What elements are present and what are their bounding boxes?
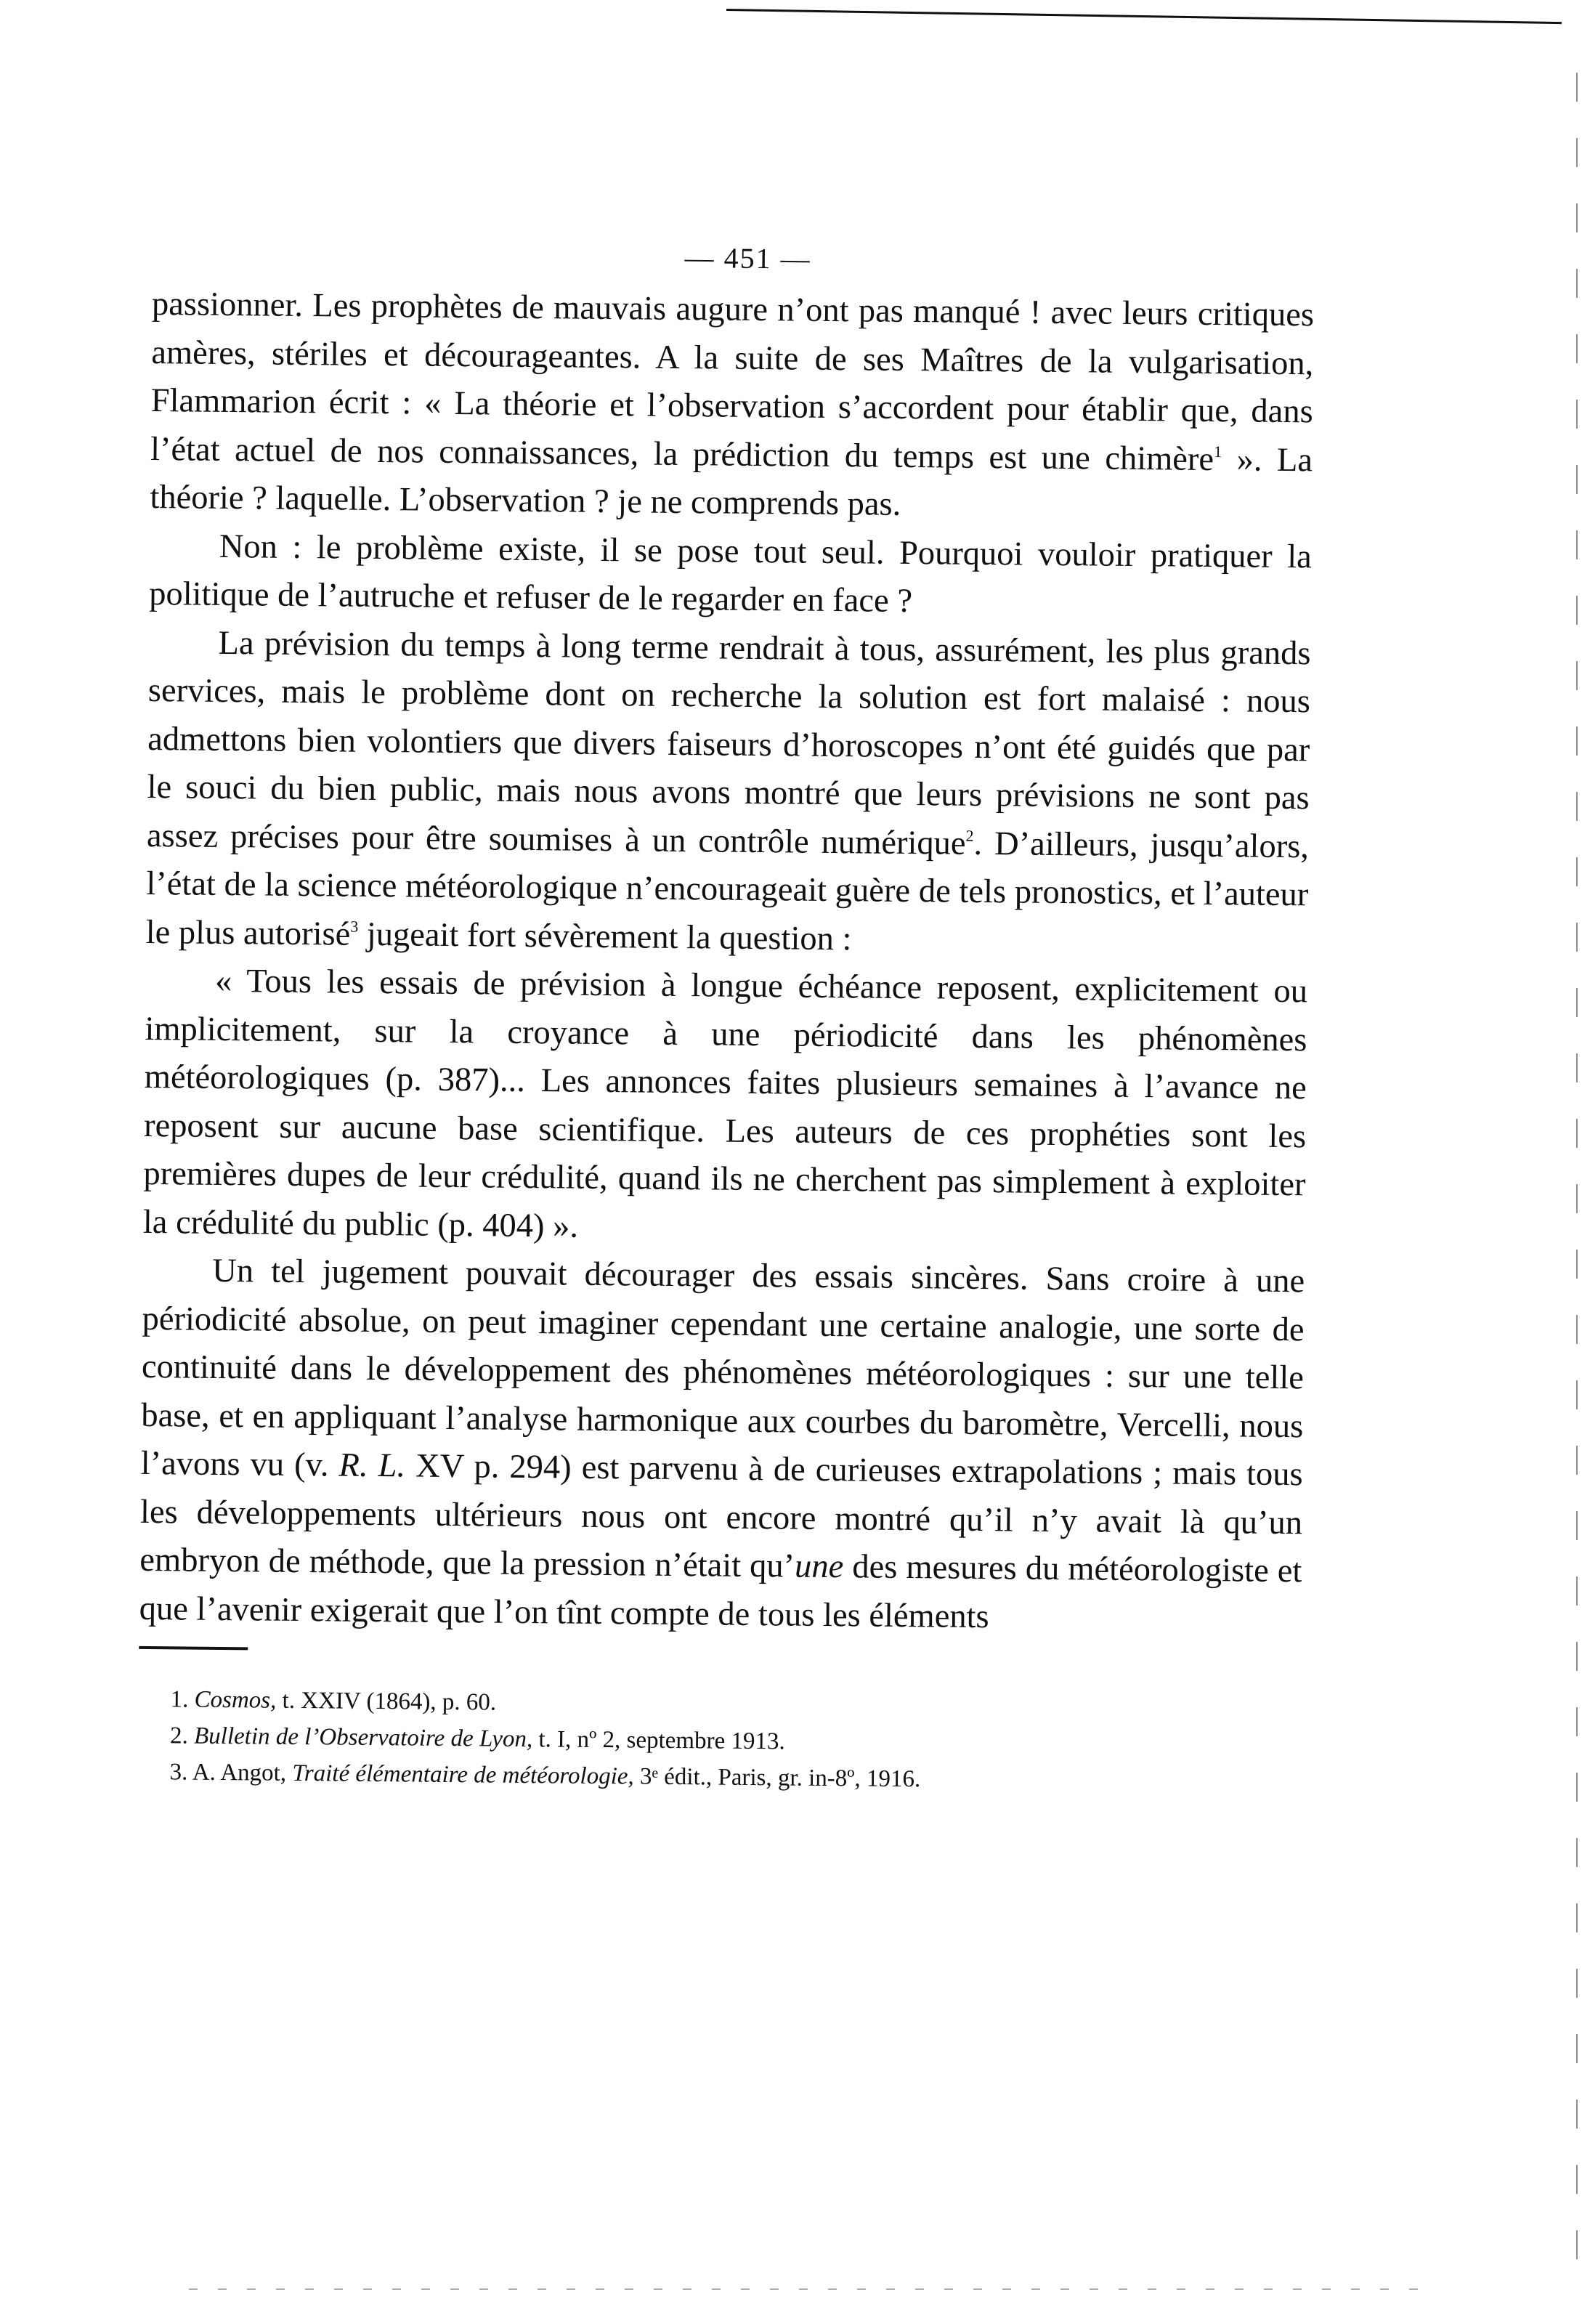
text-run: « Tous les essais de prévision à longue échéance reposent, explicitement ou implicitement, sur la croyance à une périodicité dans les phénomènes météorologiques (p. 387)... Les annonces faites plusieurs semaines à l’avance ne reposent sur aucune base scientifique. Les auteurs de ces prophéties sont les premières dupes de leur crédulité, quand ils ne cherchent pas simplement à exploiter la crédulité du public (p. 404) ». bbox=[142, 962, 1308, 1245]
scan-edge-right bbox=[1576, 73, 1578, 2288]
italic-text: Cosmos, bbox=[194, 1686, 277, 1714]
text-run: 1. bbox=[170, 1686, 195, 1713]
text-run: 2. bbox=[169, 1722, 195, 1749]
footnote-divider bbox=[139, 1646, 248, 1650]
text-run: Un tel jugement pouvait décourager des essais sincères. Sans croire à une périodicité absolue, on peut imaginer cependant une certaine analogie, une sorte de continuité dans le développement des phénomènes météorologiques : sur une telle base, et en appliquant l’analyse harmonique aux courbes du baromètre, Vercelli, nous l’avons vu (v. bbox=[140, 1252, 1305, 1484]
page-number: — 451 — bbox=[684, 241, 811, 275]
text-run: 3. A. Angot, bbox=[169, 1759, 293, 1786]
text-run: ». La théorie ? laquelle. L’observation ? je ne comprends pas. bbox=[150, 440, 1313, 523]
text-run: t. XXIV (1864), p. 60. bbox=[276, 1687, 497, 1716]
body-text bbox=[139, 280, 1314, 1644]
text-run: . D’ailleurs, jusqu’alors, l’état de la science météorologique n’encourageait guère de tels pronostics, et l’auteur le plus autorisé bbox=[145, 825, 1310, 953]
text-run: Non : le problème existe, il se pose tout seul. Pourquoi vouloir pratiquer la politique de l’autruche et refuser de le regarder en face ? bbox=[148, 527, 1313, 620]
text-run: passionner. Les prophètes de mauvais augure n’ont pas manqué ! avec leurs critiques amères, stériles et décourageantes. A la suite de ses Maîtres de la vulgarisation, Flammarion écrit : « La théorie et l’observation s’accordent pour établir que, dans l’état actuel de nos connaissances, la prédiction du temps est une chimère bbox=[150, 285, 1315, 478]
scan-edge-top bbox=[726, 9, 1562, 24]
footnotes bbox=[137, 1681, 1300, 1801]
italic-text: R. L. bbox=[338, 1446, 406, 1485]
paragraph bbox=[150, 280, 1314, 533]
paragraph bbox=[145, 618, 1310, 968]
document-page bbox=[137, 231, 1315, 1801]
block-quote bbox=[143, 957, 1308, 1258]
scan-edge-bottom bbox=[189, 2288, 1424, 2290]
paragraph bbox=[139, 1247, 1305, 1644]
italic-text: une bbox=[794, 1547, 844, 1586]
text-run: La prévision du temps à long terme rendrait à tous, assurément, les plus grands services, mais le problème dont on recherche la solution est fort malaisé : nous admettons bien volontiers que divers faiseurs d’horoscopes n’ont été guidés que par le souci du bien public, mais nous avons montré que leurs prévisions ne sont pas assez précises pour être soumises à un contrôle numérique bbox=[146, 624, 1311, 862]
text-run: 3ᵉ édit., Paris, gr. in-8º, 1916. bbox=[633, 1763, 921, 1793]
text-run: XV p. 294) est parvenu à de curieuses extrapolations ; mais tous les développements ultérieurs nous ont encore montré qu’il n’y avait là qu’un embryon de méthode, que la pression n’était qu’ bbox=[139, 1447, 1303, 1585]
footnote-reference: 2 bbox=[965, 826, 974, 845]
footnote-reference: 3 bbox=[350, 917, 359, 936]
text-run: des mesures du météorologiste et que l’avenir exigerait que l’on tînt compte de tous les éléments bbox=[139, 1548, 1302, 1635]
text-run: t. I, nº 2, septembre 1913. bbox=[532, 1726, 785, 1755]
footnote-reference: 1 bbox=[1214, 442, 1222, 461]
italic-text: Bulletin de l’Observatoire de Lyon, bbox=[193, 1722, 533, 1753]
text-run: jugeait fort sévèrement la question : bbox=[358, 915, 852, 957]
paragraph bbox=[149, 522, 1312, 629]
italic-text: Traité élémentaire de météorologie, bbox=[292, 1760, 634, 1790]
